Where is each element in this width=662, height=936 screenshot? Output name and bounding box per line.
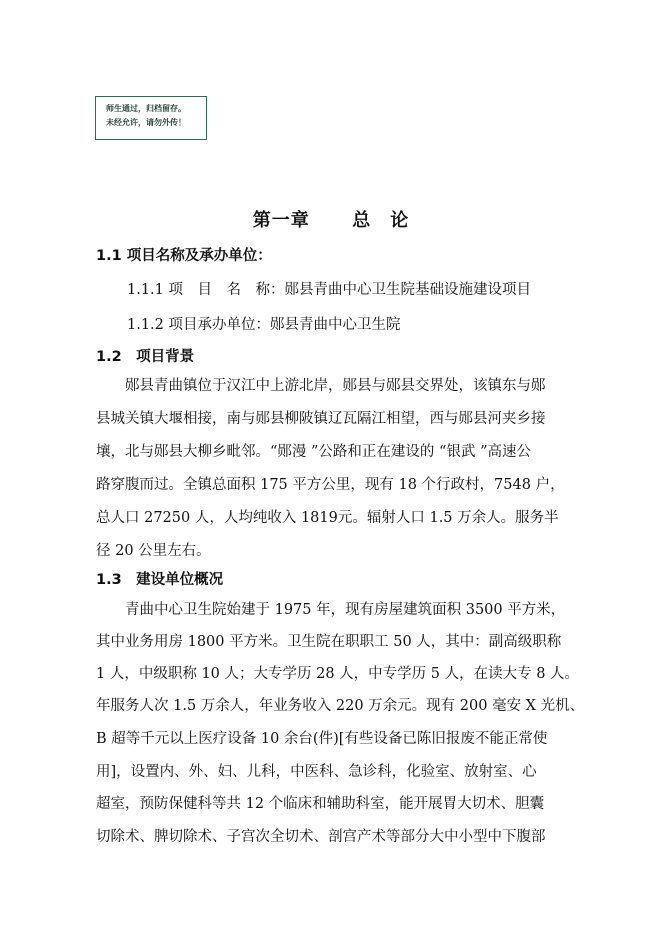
chapter-number: 第一章 bbox=[252, 210, 310, 231]
stamp-line-1: 师生通过，归档留存。 bbox=[106, 104, 186, 113]
chapter-title bbox=[0, 206, 662, 232]
body-line: 青曲中心卫生院始建于 1975 年，现有房屋建筑面积 3500 平方米， bbox=[96, 602, 566, 618]
body-line: 壤，北与郧县大柳乡毗邻。“郧漫 ”公路和正在建设的 “银武 ”高速公 bbox=[96, 444, 531, 460]
watermark-stamp bbox=[95, 96, 207, 140]
section-1-1-heading: 1.1 项目名称及承办单位： bbox=[96, 248, 272, 264]
section-1-3-heading: 1.3 建设单位概况 bbox=[96, 572, 224, 588]
body-line: 年服务人次 1.5 万余人，年业务收入 220 万余元。现有 200 毫安 X 光机、 bbox=[96, 698, 585, 714]
body-line: 路穿腹而过。全镇总面积 175 平方公里，现有 18 个行政村，7548 户， bbox=[96, 477, 565, 493]
body-line: 切除术、脾切除术、子宫次全切术、剖宫产术等部分大中小型中下腹部 bbox=[96, 829, 546, 845]
body-line: 用]，设置内、外、妇、儿科，中医科、急诊科，化验室、放射室、心 bbox=[96, 764, 537, 780]
body-line: 总人口 27250 人，人均纯收入 1819元。辐射人口 1.5 万余人。服务半 bbox=[96, 510, 559, 526]
body-line: 超室，预防保健科等共 12 个临床和辅助科室，能开展胃大切术、胆囊 bbox=[96, 796, 545, 812]
body-line: 1 人，中级职称 10 人；大专学历 28 人，中专学历 5 人，在读大专 8 人。 bbox=[96, 666, 580, 682]
item-1-1-1: 1.1.1 项 目 名 称：郧县青曲中心卫生院基础设施建设项目 bbox=[127, 282, 532, 298]
body-line: 县城关镇大堰相接，南与郧县柳陂镇辽瓦隔江相望，西与郧县河夹乡接 bbox=[96, 411, 546, 427]
stamp-line-2: 未经允许，请勿外传！ bbox=[106, 118, 186, 127]
body-line: 径 20 公里左右。 bbox=[96, 543, 211, 559]
section-1-2-heading: 1.2 项目背景 bbox=[96, 349, 195, 365]
body-line: B 超等千元以上医疗设备 10 余台(件)[有些设备已陈旧报废不能正常使 bbox=[96, 731, 548, 747]
chapter-name: 总 论 bbox=[352, 210, 410, 231]
body-line: 其中业务用房 1800 平方米。卫生院在职职工 50 人，其中：副高级职称 bbox=[96, 634, 562, 650]
body-line: 郧县青曲镇位于汉江中上游北岸，郧县与郧县交界处，该镇东与郧 bbox=[96, 378, 546, 394]
item-1-1-2: 1.1.2 项目承办单位：郧县青曲中心卫生院 bbox=[127, 317, 401, 333]
